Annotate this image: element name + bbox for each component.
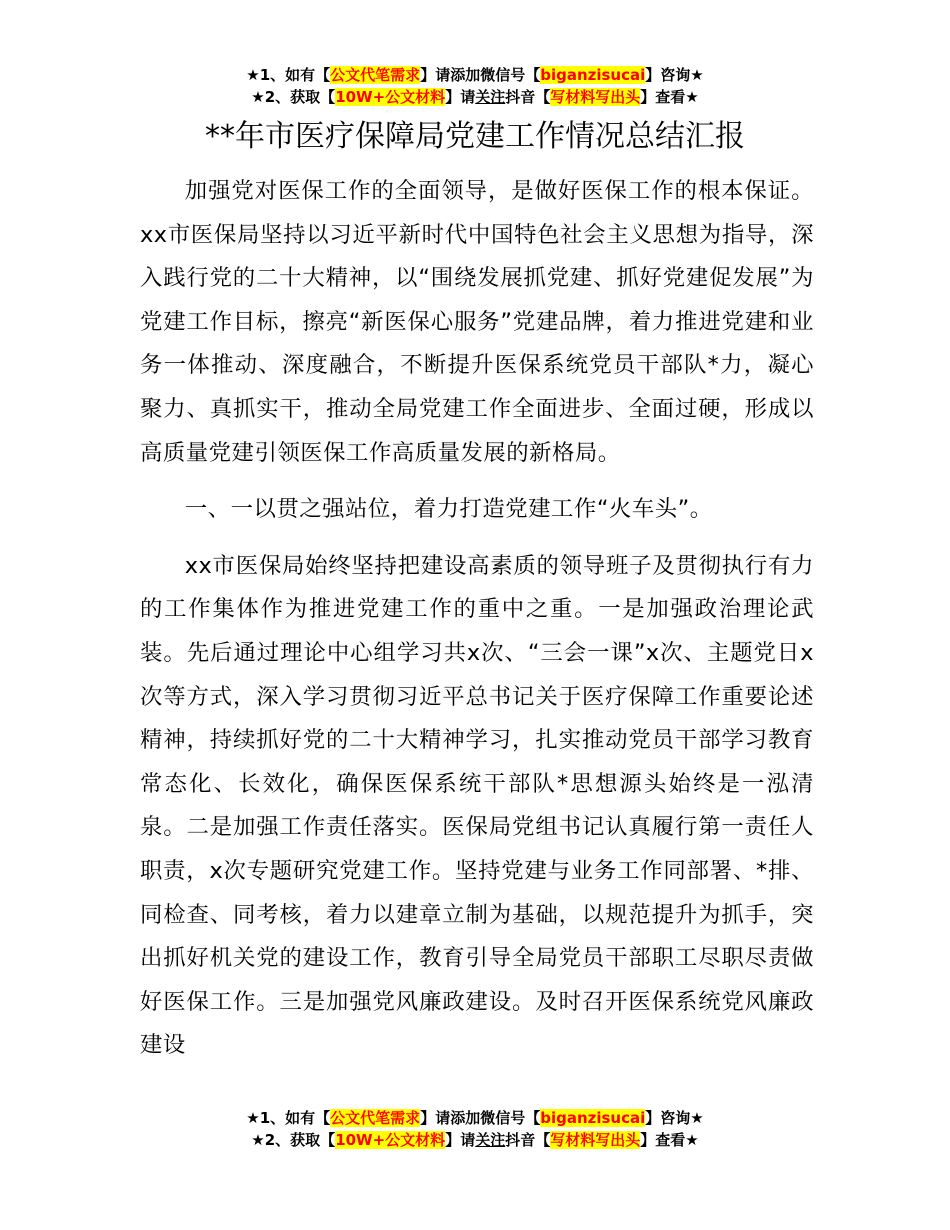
wechat-id-highlight: biganzisucai	[540, 66, 646, 84]
banner-highlight: 写材料写出头	[550, 1131, 641, 1149]
banner-text: ★2、获取【	[251, 1131, 336, 1149]
wechat-id-highlight: biganzisucai	[540, 1109, 646, 1127]
banner-text: ★1、如有【	[246, 1109, 331, 1127]
paragraph-intro: 加强党对医保工作的全面领导，是做好医保工作的根本保证。xx市医保局坚持以习近平新时代中国特色社会主义思想为指导，深入践行党的二十大精神，以“围绕发展抓党建、抓好党建促发展”为党建工作目标，擦亮“新医保心服务”党建品牌，着力推进党建和业务一体推动、深度融合，不断提升医保系统党员干部队*力，凝心聚力、真抓实干，推动全局党建工作全面进步、全面过硬，形成以高质量党建引领医保工作高质量发展的新格局。	[140, 178, 814, 466]
banner-text: 抖音【	[505, 88, 551, 106]
banner-line-1	[0, 1107, 950, 1129]
banner-text: 】请添加微信号【	[420, 1109, 541, 1127]
banner-line-2	[0, 1129, 950, 1151]
banner-text: ★2、获取【	[251, 88, 336, 106]
banner-text: ★1、如有【	[246, 66, 331, 84]
banner-underlined-text: 关注	[475, 88, 506, 106]
banner-text: 】查看★	[640, 1131, 699, 1149]
banner-text: 】请	[445, 1131, 476, 1149]
document-title: **年市医疗保障局党建工作情况总结汇报	[205, 119, 745, 154]
banner-text: 】请添加微信号【	[420, 66, 541, 84]
document-body	[140, 170, 814, 1068]
banner-highlight: 写材料写出头	[550, 88, 641, 106]
footer-banner	[0, 1107, 950, 1151]
banner-highlight: 公文代笔需求	[330, 66, 421, 84]
banner-text: 】咨询★	[645, 66, 704, 84]
banner-text: 】咨询★	[645, 1109, 704, 1127]
banner-highlight: 公文代笔需求	[330, 1109, 421, 1127]
banner-underlined-text: 关注	[475, 1131, 506, 1149]
banner-text: 】查看★	[640, 88, 699, 106]
banner-text: 】请	[445, 88, 476, 106]
paragraph-section-1: xx市医保局始终坚持把建设高素质的领导班子及贯彻执行有力的工作集体作为推进党建工作的重中之重。一是加强政治理论武装。先后通过理论中心组学习共x次、“三会一课”x次、主题党日x次等方式，深入学习贯彻习近平总书记关于医疗保障工作重要论述精神，持续抓好党的二十大精神学习，扎实推动党员干部学习教育常态化、长效化，确保医保系统干部队*思想源头始终是一泓清泉。二是加强工作责任落实。医保局党组书记认真履行第一责任人职责，x次专题研究党建工作。坚持党建与业务工作同部署、*排、同检查、同考核，着力以建章立制为基础，以规范提升为抓手，突出抓好机关党的建设工作，教育引导全局党员干部职工尽职尽责做好医保工作。三是加强党风廉政建设。及时召开医保系统党风廉政建设	[140, 552, 814, 1059]
banner-highlight: 10W+公文材料	[335, 1131, 446, 1149]
banner-highlight: 10W+公文材料	[335, 88, 446, 106]
banner-text: 抖音【	[505, 1131, 551, 1149]
banner-line-2	[0, 86, 950, 108]
header-banner	[0, 64, 950, 108]
banner-line-1	[0, 64, 950, 86]
section-heading: 一、一以贯之强站位，着力打造党建工作“火车头”。	[184, 496, 713, 523]
